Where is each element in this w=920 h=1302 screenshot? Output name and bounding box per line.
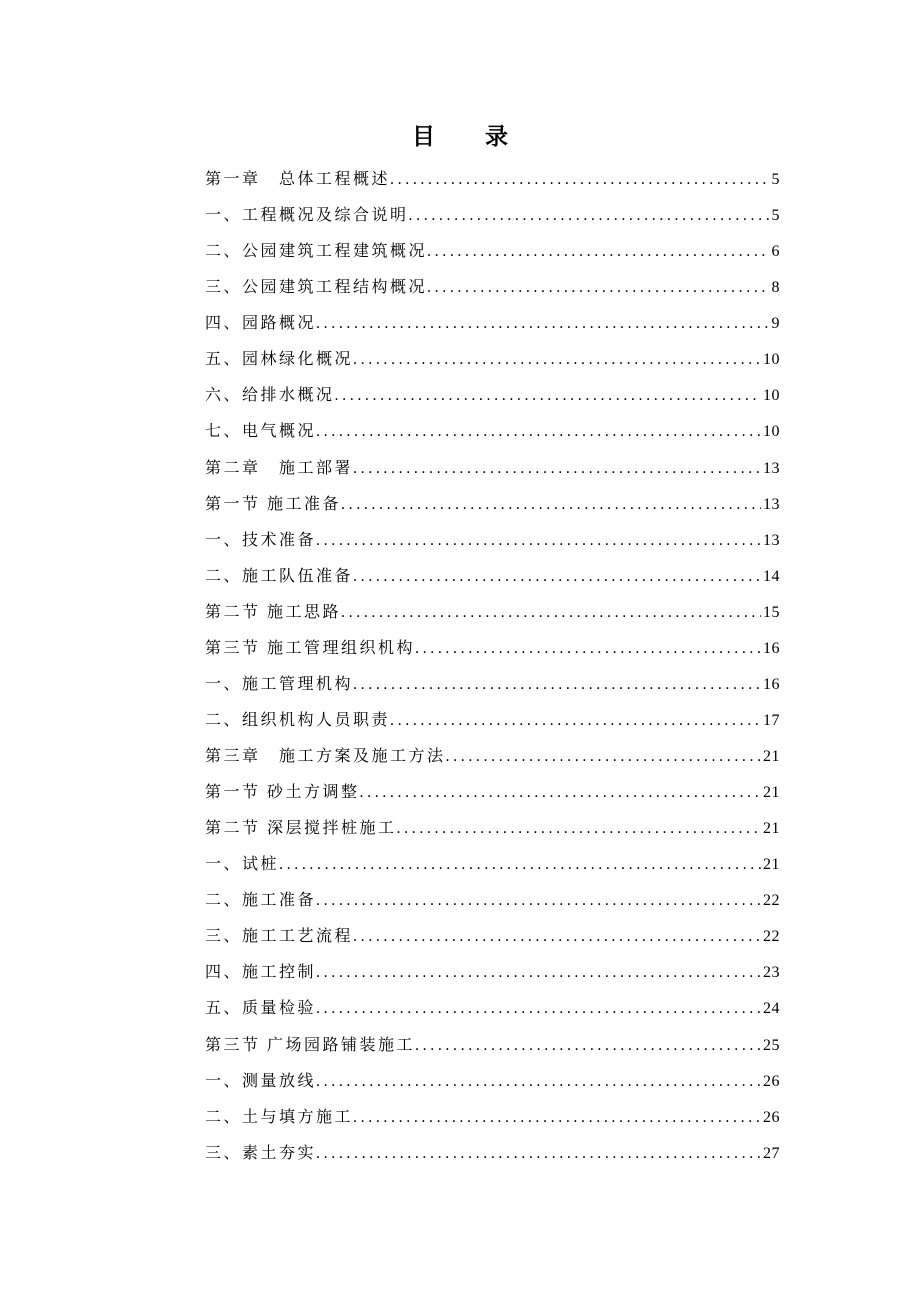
toc-entry[interactable] <box>205 883 780 919</box>
toc-entry-label: 一、技术准备 <box>205 531 317 549</box>
dot-leader <box>390 711 761 731</box>
dot-leader <box>316 314 769 334</box>
dot-leader <box>446 747 761 767</box>
toc-entry[interactable] <box>205 414 780 450</box>
dot-leader <box>316 963 761 983</box>
toc-entry-page: 22 <box>763 892 780 910</box>
toc-entry-page: 10 <box>763 423 780 441</box>
toc-entry[interactable] <box>205 270 780 306</box>
toc-entry-page: 10 <box>763 351 780 369</box>
toc-entry[interactable] <box>205 991 780 1027</box>
dot-leader <box>316 1072 761 1092</box>
dot-leader <box>353 459 761 479</box>
toc-title-part1: 目 <box>412 124 435 149</box>
toc-entry-label: 六、给排水概况 <box>205 387 335 405</box>
dot-leader <box>409 206 770 226</box>
toc-entry-page: 16 <box>763 675 780 693</box>
dot-leader <box>427 278 769 298</box>
toc-entry-page: 5 <box>771 207 780 225</box>
toc-entry-page: 21 <box>763 784 780 802</box>
toc-entry-page: 9 <box>771 315 780 333</box>
toc-entry-label: 第二节 施工思路 <box>205 603 342 621</box>
toc-entry-label: 一、工程概况及综合说明 <box>205 207 409 225</box>
toc-entry-page: 26 <box>763 1108 780 1126</box>
dot-leader <box>279 855 761 875</box>
toc-entry[interactable] <box>205 631 780 667</box>
toc-entry-page: 22 <box>763 928 780 946</box>
dot-leader <box>415 1036 761 1056</box>
toc-entry-label: 三、施工工艺流程 <box>205 928 354 946</box>
toc-entry[interactable] <box>205 1100 780 1136</box>
table-of-contents <box>205 162 780 1172</box>
toc-entry[interactable] <box>205 234 780 270</box>
dot-leader <box>427 242 769 262</box>
toc-entry[interactable] <box>205 378 780 414</box>
toc-entry[interactable] <box>205 775 780 811</box>
toc-entry[interactable] <box>205 523 780 559</box>
toc-entry[interactable] <box>205 955 780 991</box>
dot-leader <box>341 495 761 515</box>
toc-entry-label: 第三章 施工方案及施工方法 <box>205 748 446 766</box>
toc-entry-label: 四、园路概况 <box>205 315 317 333</box>
toc-entry-label: 一、试桩 <box>205 856 280 874</box>
toc-entry[interactable] <box>205 739 780 775</box>
toc-entry-label: 三、素土夯实 <box>205 1144 317 1162</box>
toc-entry-page: 15 <box>763 603 780 621</box>
toc-entry[interactable] <box>205 162 780 198</box>
toc-entry-page: 26 <box>763 1072 780 1090</box>
toc-entry-page: 21 <box>763 820 780 838</box>
toc-entry-label: 二、土与填方施工 <box>205 1108 354 1126</box>
toc-entry-page: 24 <box>763 1000 780 1018</box>
toc-entry[interactable] <box>205 667 780 703</box>
toc-entry-label: 第二节 深层搅拌桩施工 <box>205 820 397 838</box>
toc-entry-label: 二、施工队伍准备 <box>205 567 354 585</box>
toc-entry-page: 27 <box>763 1144 780 1162</box>
toc-entry[interactable] <box>205 559 780 595</box>
toc-entry[interactable] <box>205 1028 780 1064</box>
dot-leader <box>335 386 761 406</box>
dot-leader <box>316 891 761 911</box>
toc-entry-label: 三、公园建筑工程结构概况 <box>205 279 428 297</box>
toc-entry-label: 第三节 广场园路铺装施工 <box>205 1036 416 1054</box>
toc-entry-page: 8 <box>771 279 780 297</box>
dot-leader <box>360 783 761 803</box>
toc-entry[interactable] <box>205 811 780 847</box>
dot-leader <box>316 999 761 1019</box>
toc-entry-page: 13 <box>763 495 780 513</box>
dot-leader <box>390 170 769 190</box>
toc-entry-label: 七、电气概况 <box>205 423 317 441</box>
toc-entry-label: 四、施工控制 <box>205 964 317 982</box>
toc-entry[interactable] <box>205 1064 780 1100</box>
toc-entry-label: 一、测量放线 <box>205 1072 317 1090</box>
toc-entry-label: 二、施工准备 <box>205 892 317 910</box>
toc-entry-label: 一、施工管理机构 <box>205 675 354 693</box>
toc-entry-label: 二、组织机构人员职责 <box>205 711 391 729</box>
toc-entry-page: 17 <box>763 711 780 729</box>
toc-entry-label: 五、质量检验 <box>205 1000 317 1018</box>
toc-entry[interactable] <box>205 306 780 342</box>
toc-entry-label: 第二章 施工部署 <box>205 459 354 477</box>
toc-entry[interactable] <box>205 1136 780 1172</box>
toc-entry[interactable] <box>205 451 780 487</box>
toc-entry-label: 五、园林绿化概况 <box>205 351 354 369</box>
dot-leader <box>353 350 761 370</box>
dot-leader <box>353 1108 761 1128</box>
toc-entry[interactable] <box>205 198 780 234</box>
toc-title <box>0 118 920 151</box>
toc-title-part2: 录 <box>485 124 508 149</box>
dot-leader <box>316 531 761 551</box>
toc-entry-label: 第三节 施工管理组织机构 <box>205 639 416 657</box>
toc-entry[interactable] <box>205 595 780 631</box>
toc-entry-page: 23 <box>763 964 780 982</box>
dot-leader <box>353 675 761 695</box>
dot-leader <box>316 422 761 442</box>
toc-entry-label: 第一节 砂土方调整 <box>205 784 360 802</box>
toc-entry[interactable] <box>205 847 780 883</box>
toc-entry[interactable] <box>205 487 780 523</box>
toc-entry-page: 16 <box>763 639 780 657</box>
toc-entry[interactable] <box>205 919 780 955</box>
dot-leader <box>341 603 761 623</box>
dot-leader <box>353 927 761 947</box>
toc-entry-page: 10 <box>763 387 780 405</box>
dot-leader <box>353 567 761 587</box>
toc-entry-page: 14 <box>763 567 780 585</box>
toc-entry-label: 第一节 施工准备 <box>205 495 342 513</box>
toc-entry-page: 5 <box>771 171 780 189</box>
toc-entry-page: 13 <box>763 531 780 549</box>
toc-entry[interactable] <box>205 342 780 378</box>
toc-entry-page: 25 <box>763 1036 780 1054</box>
toc-entry-page: 21 <box>763 748 780 766</box>
toc-entry-page: 6 <box>771 243 780 261</box>
toc-entry-page: 21 <box>763 856 780 874</box>
toc-entry[interactable] <box>205 703 780 739</box>
toc-entry-label: 二、公园建筑工程建筑概况 <box>205 243 428 261</box>
toc-entry-page: 13 <box>763 459 780 477</box>
dot-leader <box>415 639 761 659</box>
dot-leader <box>397 819 761 839</box>
toc-entry-label: 第一章 总体工程概述 <box>205 171 391 189</box>
dot-leader <box>316 1144 761 1164</box>
